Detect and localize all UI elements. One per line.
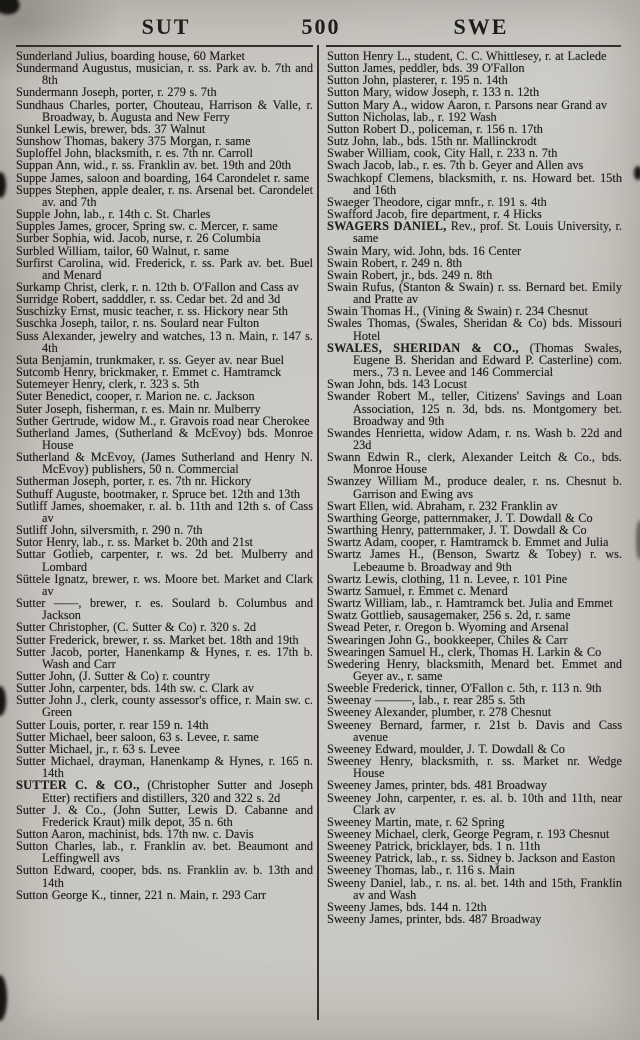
directory-entry: Swearingen Samuel H., clerk, Thomas H. Larkin & Co [327, 644, 602, 659]
directory-entry: Sundermann Joseph, porter, r. 279 s. 7th [16, 85, 217, 100]
directory-entry: Swan John, bds. 143 Locust [327, 377, 467, 392]
scan-smudge [0, 975, 7, 1021]
directory-entry: Sutton Mary A., widow Aaron, r. Parsons near Grand av [327, 97, 608, 112]
directory-entry: Swartz Adam, cooper, r. Hamtramck b. Emmet and Julia [327, 535, 609, 550]
directory-entry: Suschka Joseph, tailor, r. ns. Soulard near Fulton [16, 316, 260, 331]
directory-entry: Supple John, lab., r. 14th c. St. Charles [16, 207, 211, 222]
directory-entry: Swedering Henry, blacksmith, Menard bet. Emmet and Geyer av., r. same [327, 656, 622, 683]
directory-entry: Suss Alexander, jewelry and watches, 13 n. Main, r. 147 s. 4th [16, 328, 313, 355]
directory-column-right [327, 50, 622, 925]
directory-entry: Swachkopf Clemens, blacksmith, r. ns. Howard bet. 15th and 16th [327, 170, 622, 197]
directory-entry: Sutliff John, silversmith, r. 290 n. 7th [16, 523, 203, 538]
directory-entry: Swaeger Theodore, cigar mnfr., r. 191 s. 4th [327, 194, 547, 209]
directory-entry: Sutter J. & Co., (John Sutter, Lewis D. Cabanne and Frederick Kraut) milk depot, 35 n. 6th [16, 802, 313, 829]
directory-entry: Swartz William, lab., r. Hamtramck bet. Julia and Emmet [327, 596, 613, 611]
directory-entry: SUTTER C. & CO., (Christopher Sutter and Joseph Etter) rectifiers and distillers, 320 and 322 s. 2d [16, 778, 313, 805]
directory-entry: Swaber William, cook, City Hall, r. 233 n. 7th [327, 146, 558, 161]
directory-entry: Sutz John, lab., bds. 15th nr. Mallinckrodt [327, 134, 537, 149]
running-head-left: SUT [141, 14, 191, 39]
directory-entry: Sutherland James, (Sutherland & McEvoy) bds. Monroe House [16, 425, 313, 452]
directory-entry: Sweeney James, printer, bds. 481 Broadway [327, 778, 547, 793]
directory-entry: Sutton Henry L., student, C. C. Whittlesey, r. at Laclede [327, 49, 607, 63]
directory-entry: Sutter John, (J. Sutter & Co) r. country [16, 668, 211, 683]
directory-entry: Surber Sophia, wid. Jacob, nurse, r. 26 Columbia [16, 231, 261, 246]
directory-entry: Suther Gertrude, widow M., r. Gravois road near Cherokee [16, 413, 310, 428]
directory-entry: Swain Robert, jr., bds. 249 n. 8th [327, 267, 493, 282]
directory-entry: Sutter Jacob, porter, Hanenkamp & Hynes, r. es. 17th b. Wash and Carr [16, 644, 313, 671]
directory-entry: Sweeble Frederick, tinner, O'Fallon c. 5th, r. 113 n. 9th [327, 681, 602, 696]
directory-entry: Sunshow Thomas, bakery 375 Morgan, r. same [16, 134, 251, 149]
directory-entry: Sweeney Martin, mate, r. 62 Spring [327, 814, 505, 829]
directory-entry: Supples James, grocer, Spring sw. c. Mercer, r. same [16, 219, 278, 234]
directory-entry: Sweeny James, bds. 144 n. 12th [327, 899, 487, 914]
column-divider-rule [317, 45, 319, 1020]
directory-entry: Surfirst Carolina, wid. Frederick, r. ss. Park av. bet. Buel and Menard [16, 255, 313, 282]
scan-smudge [636, 520, 640, 560]
directory-entry: Swartz Lewis, clothing, 11 n. Levee, r. 101 Pine [327, 571, 568, 586]
directory-entry: Swain Mary, wid. John, bds. 16 Center [327, 243, 522, 258]
directory-entry: Sutton Edward, cooper, bds. ns. Franklin av. b. 13th and 14th [16, 863, 313, 890]
directory-entry: Suter Benedict, cooper, r. Marion ne. c. Jackson [16, 389, 255, 404]
directory-entry: Sunderland Julius, boarding house, 60 Market [16, 49, 245, 63]
directory-entry: Sweeney Patrick, lab., r. ss. Sidney b. Jackson and Easton [327, 851, 616, 866]
directory-entry: Sutton James, peddler, bds. 39 O'Fallon [327, 61, 525, 76]
directory-entry: Suter Joseph, fisherman, r. es. Main nr. Mulberry [16, 401, 261, 416]
directory-entry: Suthuff Auguste, bootmaker, r. Spruce bet. 12th and 13th [16, 486, 301, 501]
directory-entry: Suppan Ann, wid., r. ss. Franklin av. bet. 19th and 20th [16, 158, 292, 173]
directory-entry: Swarthing Henry, patternmaker, J. T. Dowdall & Co [327, 523, 587, 538]
directory-entry: Sutemeyer Henry, clerk, r. 323 s. 5th [16, 377, 200, 392]
directory-entry: Swales Thomas, (Swales, Sheridan & Co) bds. Missouri Hotel [327, 316, 622, 343]
directory-entry: Sutliff James, shoemaker, r. al. b. 11th and 12th s. of Cass av [16, 498, 313, 525]
directory-entry: Swain Robert, r. 249 n. 8th [327, 255, 463, 270]
directory-entry: Sutter ——, brewer, r. es. Soulard b. Columbus and Jackson [16, 596, 313, 623]
directory-entry: Swearingen John G., bookkeeper, Chiles & Carr [327, 632, 568, 647]
directory-entry: Swead Peter, r. Oregon b. Wyoming and Arsenal [327, 620, 569, 635]
directory-entry: Sweeney Alexander, plumber, r. 278 Chesnut [327, 705, 552, 720]
scan-smudge [0, 686, 6, 716]
scan-smudge [634, 166, 640, 180]
directory-entry: Suploffel John, blacksmith, r. es. 7th nr. Carroll [16, 146, 253, 161]
directory-entry: Suta Benjamin, trunkmaker, r. ss. Geyer av. near Buel [16, 352, 285, 367]
directory-entry: Sutter Frederick, brewer, r. ss. Market bet. 18th and 19th [16, 632, 299, 647]
directory-entry: Swain Rufus, (Stanton & Swain) r. ss. Bernard bet. Emily and Pratte av [327, 279, 622, 307]
directory-entry: Swatz Gottlieb, sausagemaker, 256 s. 2d, r. same [327, 608, 571, 623]
page-number: 500 [301, 14, 341, 39]
directory-entry: Sweeny James, printer, bds. 487 Broadway [327, 912, 542, 927]
directory-entry: Suppes Stephen, apple dealer, r. ns. Arsenal bet. Carondelet av. and 7th [16, 182, 313, 209]
directory-entry: Suttar Gotlieb, carpenter, r. ws. 2d bet. Mulberry and Lombard [16, 547, 313, 574]
directory-entry: Sutton Mary, widow Joseph, r. 133 n. 12th [327, 85, 540, 100]
directory-entry: Sutton Charles, lab., r. Franklin av. bet. Beaumont and Leffingwell avs [16, 839, 313, 866]
directory-entry: Surridge Robert, sadddler, r. ss. Cedar bet. 2d and 3d [16, 292, 281, 307]
directory-entry: Sutter Michael, beer saloon, 63 s. Levee, r. same [16, 729, 259, 744]
directory-entry: Sweeney Michael, clerk, George Pegram, r. 193 Chesnut [327, 827, 610, 841]
directory-entry: Sutter Michael, jr., r. 63 s. Levee [16, 741, 180, 756]
directory-entry: Sutherman Joseph, porter, r. es. 7th nr. Hickory [16, 474, 252, 489]
directory-entry: Swarthing George, patternmaker, J. T. Dowdall & Co [327, 510, 593, 525]
directory-entry: Suschizky Ernst, music teacher, r. ss. Hickory near 5th [16, 304, 288, 319]
directory-entry: Swach Jacob, lab., r. es. 7th b. Geyer and Allen avs [327, 158, 584, 173]
directory-entry: Sweeney John, carpenter, r. es. al. b. 10th and 11th, near Clark av [327, 790, 622, 817]
directory-entry: Sutton Aaron, machinist, bds. 17th nw. c. Davis [16, 827, 254, 841]
directory-entry: Sutton John, plasterer, r. 195 n. 14th [327, 73, 508, 88]
scan-smudge [0, 172, 6, 198]
directory-entry: Swander Robert M., teller, Citizens' Savings and Loan Association, 125 n. 3d, bds. ns. Montgomery bet. Broadway and 9th [327, 389, 622, 428]
directory-entry: Swafford Jacob, fire department, r. 4 Hicks [327, 207, 542, 222]
directory-entry: Sutter Louis, porter, r. rear 159 n. 14th [16, 717, 209, 732]
directory-entry: Surkamp Christ, clerk, r. n. 12th b. O'Fallon and Cass av [16, 279, 299, 294]
directory-entry: Swann Edwin R., clerk, Alexander Leitch & Co., bds. Monroe House [327, 450, 622, 477]
directory-entry: Swanzey William M., produce dealer, r. ns. Chesnut b. Garrison and Ewing avs [327, 474, 622, 501]
directory-entry: Süttele Ignatz, brewer, r. ws. Moore bet. Market and Clark av [16, 571, 313, 598]
directory-entry: Sutherland & McEvoy, (James Sutherland and Henry N. McEvoy) publishers, 50 n. Commercial [16, 450, 313, 477]
directory-entry: SWALES, SHERIDAN & CO., (Thomas Swales, Eugene B. Sheridan and Edward P. Casterline) com. mers., 73 n. Levee and 146 Commercial [327, 340, 622, 380]
directory-column-left [16, 50, 313, 901]
scan-smudge [0, 0, 23, 18]
directory-entry: Sweenay ———, lab., r. rear 285 s. 5th [327, 693, 526, 708]
directory-entry: Sunkel Lewis, brewer, bds. 37 Walnut [16, 121, 206, 136]
directory-entry: Sweeney Edward, moulder, J. T. Dowdall & Co [327, 741, 565, 756]
directory-entry: Surbled William, tailor, 60 Walnut, r. same [16, 243, 230, 258]
directory-entry: Sutter Christopher, (C. Sutter & Co) r. 320 s. 2d [16, 620, 257, 635]
directory-entry: Sweeney Patrick, bricklayer, bds. 1 n. 11th [327, 839, 541, 854]
directory-entry: Swart Ellen, wid. Abraham, r. 232 Franklin av [327, 498, 558, 513]
directory-entry: Sweeney Bernard, farmer, r. 21st b. Davis and Cass avenue [327, 717, 622, 744]
directory-entry: Sutton George K., tinner, 221 n. Main, r. 293 Carr [16, 887, 267, 902]
directory-entry: Swartz Samuel, r. Emmet c. Menard [327, 583, 508, 598]
directory-entry: Sutton Robert D., policeman, r. 156 n. 17th [327, 121, 543, 136]
running-head-right: SWE [453, 14, 509, 39]
directory-entry: Sundhaus Charles, porter, Chouteau, Harrison & Valle, r. Broadway, b. Augusta and New Ferry [16, 97, 313, 124]
directory-entry: Swain Thomas H., (Vining & Swain) r. 234 Chesnut [327, 304, 588, 319]
directory-entry: Sweeney Henry, blacksmith, r. ss. Market nr. Wedge House [327, 754, 622, 781]
directory-entry: Swandes Henrietta, widow Adam, r. ns. Wash b. 22d and 23d [327, 425, 622, 452]
directory-entry: Swartz James H., (Benson, Swartz & Tobey) r. ws. Lebeaume b. Broadway and 9th [327, 547, 622, 574]
directory-entry: Sweeny Daniel, lab., r. ns. al. bet. 14th and 15th, Franklin av and Wash [327, 875, 622, 902]
column-top-rule-left [16, 45, 313, 47]
column-top-rule-right [326, 45, 621, 47]
directory-entry: Sutor Henry, lab., r. ss. Market b. 20th and 21st [16, 535, 253, 550]
directory-entry: Suppe James, saloon and boarding, 164 Carondelet r. same [16, 170, 310, 185]
directory-entry: Sutter Michael, drayman, Hanenkamp & Hynes, r. 165 n. 14th [16, 754, 313, 781]
directory-entry: Sutter John, carpenter, bds. 14th sw. c. Clark av [16, 681, 255, 696]
directory-entry: Sutcomb Henry, brickmaker, r. Emmet c. Hamtramck [16, 365, 282, 380]
directory-entry: SWAGERS DANIEL, Rev., prof. St. Louis University, r. same [327, 219, 623, 246]
directory-entry: Sutter John J., clerk, county assessor's office, r. Main sw. c. Green [16, 693, 313, 720]
directory-entry: Sweeney Thomas, lab., r. 116 s. Main [327, 863, 515, 878]
directory-entry: Sundermand Augustus, musician, r. ss. Park av. b. 7th and 8th [16, 61, 313, 88]
directory-entry: Sutton Nicholas, lab., r. 192 Wash [327, 109, 497, 124]
